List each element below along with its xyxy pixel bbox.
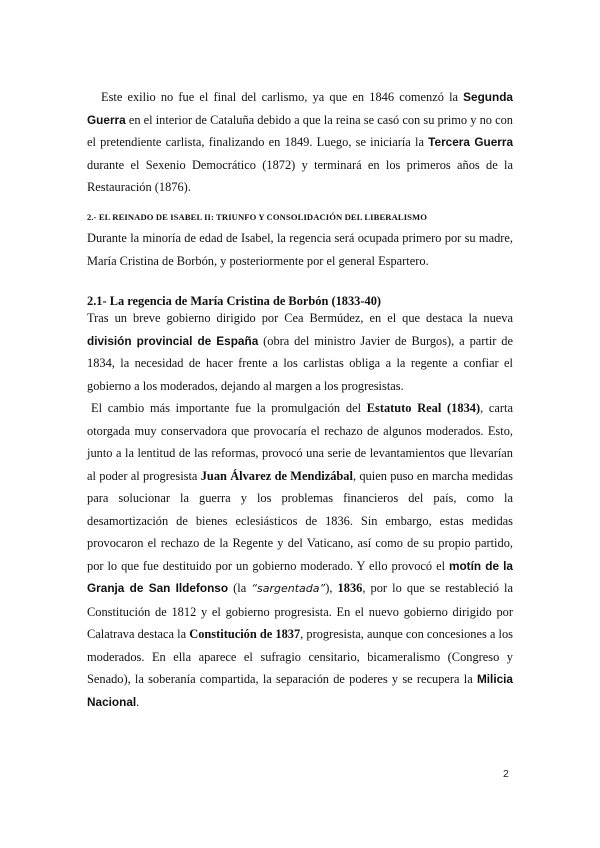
subsection-heading-regencia: 2.1- La regencia de María Cristina de Borbón (1833-40) xyxy=(87,294,382,308)
text-run: , carta otorgada muy conservadora que provocaría el rechazo de algunos moderados. Esto, junto a la lentitud de las reformas, provocó una serie de levantamientos que llevarían al poder al progresista xyxy=(87,401,513,483)
text-run: Este exilio no fue el final del carlismo, ya que en 1846 comenzó la xyxy=(101,90,464,104)
section-heading-isabel-ii: 2.- EL REINADO DE ISABEL II: TRIUNFO Y CONSOLIDACIÓN DEL LIBERALISMO xyxy=(87,212,428,222)
bold-term-division-provincial: división provincial de España xyxy=(87,333,259,348)
text-run: (la xyxy=(228,581,252,595)
bold-term-constitucion-1837: Constitución de 1837 xyxy=(189,627,301,641)
bold-term-segunda-guerra: Segunda Guerra xyxy=(87,90,513,127)
text-run: (obra del ministro Javier de Burgos), a partir de 1834, la necesidad de hacer frente a los carlistas obliga a la regente a confiar el gobierno a los moderados, dejando al margen a los progresistas. xyxy=(87,333,513,393)
text-run: ), xyxy=(325,581,338,595)
text-run: durante el Sexenio Democrático (1872) y terminará en los primeros años de la Restauración (1876). xyxy=(87,157,513,194)
text-run: , quien puso en marcha medidas para solucionar la guerra y los problemas financieros del país, como la desamortización de bienes eclesiásticos de 1836. Sin embargo, estas medidas provocaron el rechazo de la Regente y del Vaticano, así como de su propio partido, por lo que fue destituido por un gobierno moderado. Y ello provocó el xyxy=(87,468,514,573)
bold-term-motin-granja: motín de la Granja de San Ildefonso xyxy=(87,558,513,595)
text-run: , por lo que se restableció la Constitución de 1812 y el gobierno progresista. En el nuevo gobierno dirigido por Calatrava destaca la xyxy=(87,581,513,641)
bold-term-milicia-nacional: Milicia Nacional xyxy=(87,672,513,709)
bold-term-1836: 1836 xyxy=(337,581,363,595)
paragraph-carlismo xyxy=(87,86,513,199)
text-run: en el interior de Cataluña debido a que la reina se casó con su primo y no con el pretendiente carlista, finalizando en 1849. Luego, se iniciaría la xyxy=(87,112,513,149)
paragraph-minoria-edad: Durante la minoría de edad de Isabel, la regencia será ocupada primero por su madre, María Cristina de Borbón, y posteriormente por el general Espartero. xyxy=(87,231,513,268)
bold-term-mendizabal: Juan Álvarez de Mendizábal xyxy=(200,468,353,483)
bold-term-tercera-guerra: Tercera Guerra xyxy=(428,135,514,149)
italic-term-sargentada: “sargentada” xyxy=(251,582,326,595)
paragraph-estatuto-real xyxy=(87,397,513,713)
text-run: , progresista, aunque con concesiones a los moderados. En ella aparece el sufragio censitario, bicameralismo (Congreso y Senado), la soberanía compartida, la separación de poderes y se recupera la xyxy=(87,627,513,686)
text-run: Tras un breve gobierno dirigido por Cea Bermúdez, en el que destaca la nueva xyxy=(87,311,513,325)
bold-term-estatuto-real: Estatuto Real (1834) xyxy=(366,401,481,415)
text-run: . xyxy=(136,694,140,709)
text-run: El cambio más importante fue la promulgación del xyxy=(91,401,367,415)
page-number: 2 xyxy=(503,768,509,780)
paragraph-cea-bermudez xyxy=(87,307,513,397)
